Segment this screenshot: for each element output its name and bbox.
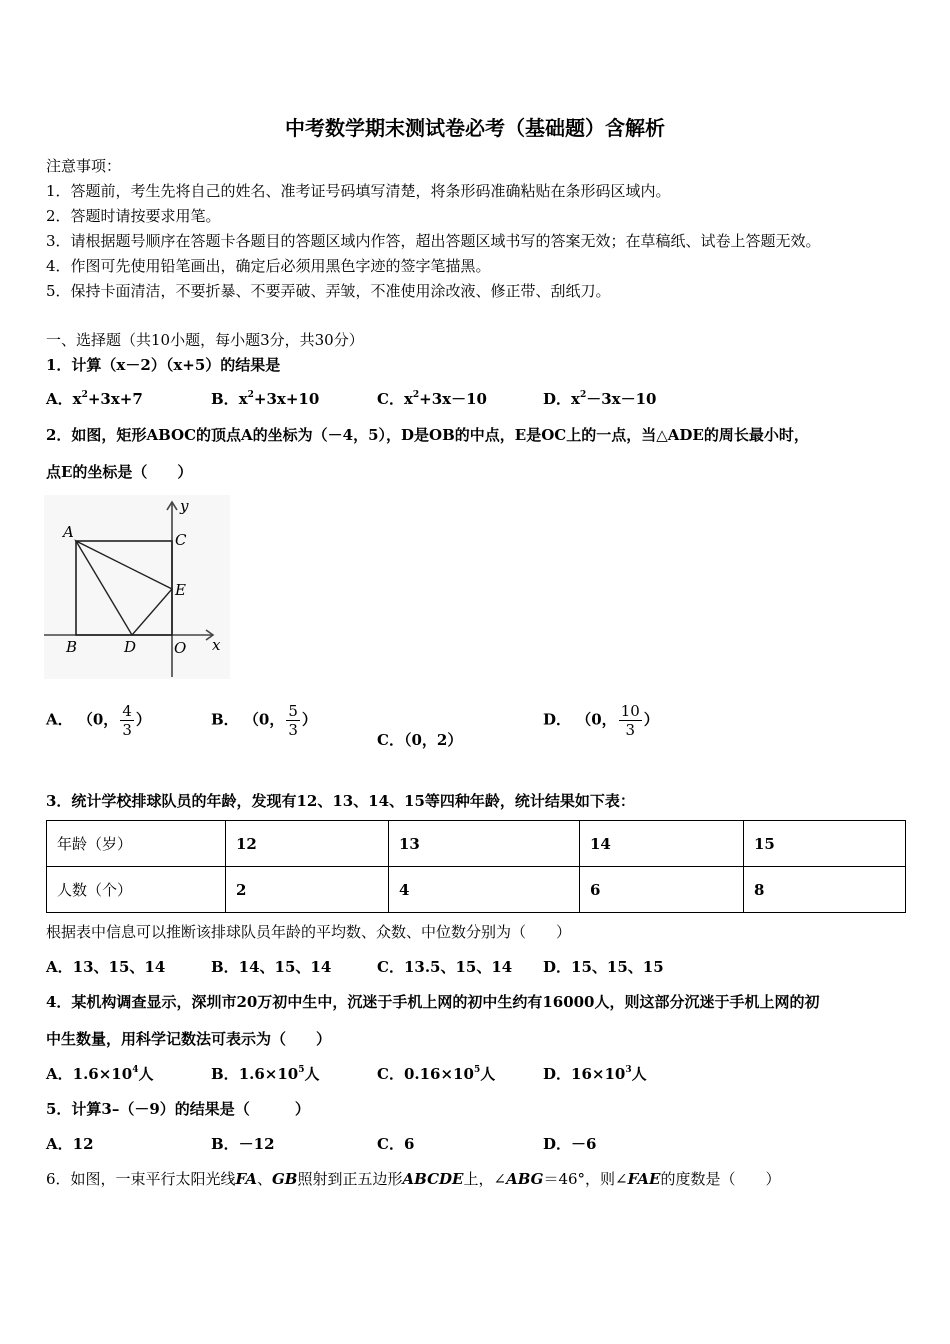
table-cell: 14 <box>580 821 744 867</box>
q5-option-c: C．6 <box>377 1135 415 1153</box>
q4-option-a: A．$1.6\times 10^4$人 <box>46 1065 154 1083</box>
q3-option-a: A．13、15、14 <box>46 958 166 976</box>
table-cell: 2 <box>226 867 389 913</box>
q4-option-c: C．$0.16\times 10^5$人 <box>377 1065 496 1083</box>
q1-stem: 1．计算（x－2）（x+5）的结果是 <box>46 356 281 374</box>
q1-option-d: D．$x^2-3x-10$ <box>543 390 657 408</box>
table-cell: 人数（个） <box>47 867 226 913</box>
q3-table <box>46 820 906 913</box>
q5-option-d: D．－6 <box>543 1135 597 1153</box>
label-c: C <box>175 531 187 549</box>
page-title: 中考数学期末测试卷必考（基础题）含解析 <box>285 116 665 140</box>
notice-item: 5．保持卡面清洁，不要折暴、不要弄破、弄皱，不准使用涂改液、修正带、刮纸刀。 <box>46 282 611 300</box>
section-heading: 一、选择题（共10小题，每小题3分，共30分） <box>46 331 364 349</box>
label-b: B <box>66 638 78 656</box>
notice-item: 2．答题时请按要求用笔。 <box>46 207 221 225</box>
q3-stem: 3．统计学校排球队员的年龄，发现有12、13、14、15等四种年龄，统计结果如下表： <box>46 792 635 810</box>
table-cell: 8 <box>744 867 906 913</box>
label-y: y <box>180 497 189 515</box>
label-d: D <box>124 638 137 656</box>
q1-option-a: A．$x^2+3x+7$ <box>46 390 143 408</box>
q3-option-d: D．15、15、15 <box>543 958 664 976</box>
q2-figure <box>44 495 230 679</box>
table-cell: 15 <box>744 821 906 867</box>
q3-option-b: B．14、15、14 <box>211 958 332 976</box>
table-cell: 12 <box>226 821 389 867</box>
q3-question: 根据表中信息可以推断该排球队员年龄的平均数、众数、中位数分别为（ ） <box>46 923 572 941</box>
q4-option-b: B．$1.6\times 10^5$人 <box>211 1065 320 1083</box>
q1-option-b: B．$x^2+3x+10$ <box>211 390 320 408</box>
table-cell: 4 <box>389 867 580 913</box>
label-e: E <box>175 581 186 599</box>
label-x: x <box>212 636 221 654</box>
table-cell: 6 <box>580 867 744 913</box>
q5-option-b: B．－12 <box>211 1135 275 1153</box>
label-o: O <box>174 639 187 657</box>
q6-stem: 6．如图，一束平行太阳光线FA、GB照射到正五边形ABCDE上，∠ABG＝46°，则∠FAE的度数是（ ） <box>46 1170 781 1188</box>
q4-stem-line2: 中生数量，用科学记数法可表示为（ ） <box>46 1030 332 1048</box>
label-a: A <box>63 523 74 541</box>
q2-stem-line2: 点E的坐标是（ ） <box>46 463 193 481</box>
q5-option-a: A．12 <box>46 1135 94 1153</box>
notice-item: 4．作图可先使用铅笔画出，确定后必须用黑色字迹的签字笔描黑。 <box>46 257 491 275</box>
q2-option-c: C．（0，2） <box>377 731 463 749</box>
q4-stem-line1: 4．某机构调查显示，深圳市20万初中生中，沉迷于手机上网的初中生约有16000人，则这部分沉迷于手机上网的初 <box>46 993 820 1011</box>
notice-item: 1．答题前，考生先将自己的姓名、准考证号码填写清楚，将条形码准确粘贴在条形码区域内。 <box>46 182 671 200</box>
table-row <box>47 821 906 867</box>
notice-heading: 注意事项： <box>46 157 122 175</box>
table-cell: 13 <box>389 821 580 867</box>
q2-option-a: A． （0， $\frac{4}{3}$ ） <box>46 702 151 739</box>
table-cell: 年龄（岁） <box>47 821 226 867</box>
q2-stem-line1: 2．如图，矩形ABOC的顶点A的坐标为（－4，5），D是OB的中点，E是OC上的一点，当△ADE的周长最小时， <box>46 426 809 444</box>
table-row <box>47 867 906 913</box>
q3-option-c: C．13.5、15、14 <box>377 958 513 976</box>
q4-option-d: D．$16\times 10^3$人 <box>543 1065 647 1083</box>
notice-item: 3．请根据题号顺序在答题卡各题目的答题区域内作答，超出答题区域书写的答案无效；在草稿纸、试卷上答题无效。 <box>46 232 821 250</box>
q1-option-c: C．$x^2+3x-10$ <box>377 390 487 408</box>
q2-option-b: B． （0， $\frac{5}{3}$ ） <box>211 702 317 739</box>
q2-option-d: D． （0， $\frac{10}{3}$ ） <box>543 702 659 739</box>
q5-stem: 5．计算3–（－9）的结果是（ ） <box>46 1100 310 1118</box>
